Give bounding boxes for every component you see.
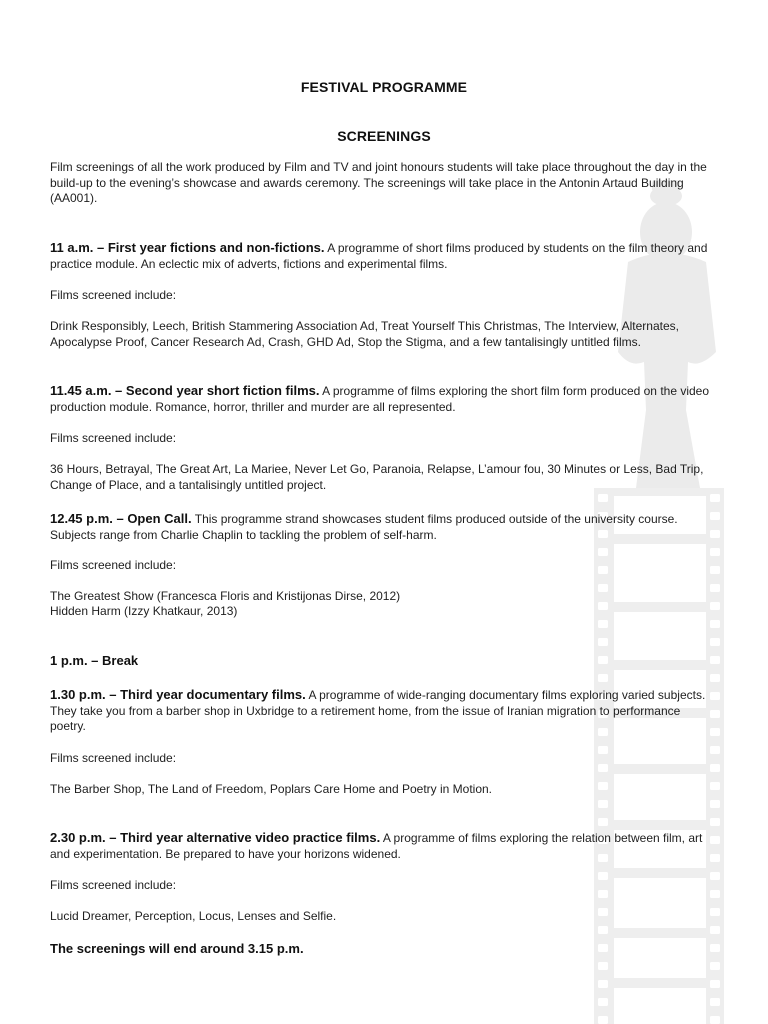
session-heading: 2.30 p.m. – Third year alternative video practice films. <box>50 830 381 845</box>
sprocket-hole <box>710 638 720 646</box>
section-title: SCREENINGS <box>337 128 431 144</box>
session-heading: 1.30 p.m. – Third year documentary films. <box>50 687 306 702</box>
sprocket-hole <box>598 1016 608 1024</box>
films-list: 36 Hours, Betrayal, The Great Art, La Mariee, Never Let Go, Paranoia, Relapse, L’amour fou, 30 Minutes or Less, Bad Trip, Change of Place, and a tantalisingly untitled project. <box>50 462 704 492</box>
films-label: Films screened include: <box>50 751 177 765</box>
sprocket-hole <box>598 548 608 556</box>
page-title: FESTIVAL PROGRAMME <box>300 79 468 95</box>
films-list: Lucid Dreamer, Perception, Locus, Lenses and Selfie. <box>50 909 337 923</box>
session-description: A programme of films exploring the relation between film, art and experimentation. Be prepared to have your horizons widened. <box>50 831 703 861</box>
closing-note: The screenings will end around 3.15 p.m. <box>50 941 304 956</box>
sprocket-hole <box>710 548 720 556</box>
sprocket-hole <box>598 980 608 988</box>
session-heading: 12.45 p.m. – Open Call. <box>50 511 192 526</box>
sprocket-hole <box>710 800 720 808</box>
sprocket-hole <box>598 818 608 826</box>
session-description: A programme of wide-ranging documentary films exploring varied subjects. They take you from a barber shop in Uxbridge to a retirement home, from the issue of Iranian migration to performance poetry. <box>50 688 706 733</box>
sprocket-hole <box>598 998 608 1006</box>
sprocket-hole <box>710 818 720 826</box>
films-list: The Barber Shop, The Land of Freedom, Poplars Care Home and Poetry in Motion. <box>50 782 493 796</box>
films-list-item: Hidden Harm (Izzy Khatkaur, 2013) <box>50 604 238 618</box>
break-heading: 1 p.m. – Break <box>50 653 139 668</box>
session-heading: 11 a.m. – First year fictions and non-fictions. <box>50 240 325 255</box>
sprocket-hole <box>710 962 720 970</box>
films-label: Films screened include: <box>50 431 177 445</box>
sprocket-hole <box>598 638 608 646</box>
session-paragraph <box>50 383 715 415</box>
session-description: A programme of short films produced by students on the film theory and practice module. An eclectic mix of adverts, fictions and experimental films. <box>50 241 708 271</box>
sprocket-hole <box>598 620 608 628</box>
session-heading: 11.45 a.m. – Second year short fiction films. <box>50 383 320 398</box>
sprocket-hole <box>598 962 608 970</box>
sprocket-hole <box>710 620 720 628</box>
sprocket-hole <box>710 1016 720 1024</box>
sprocket-hole <box>710 980 720 988</box>
films-label: Films screened include: <box>50 558 177 572</box>
sprocket-hole <box>710 674 720 682</box>
session-description: A programme of films exploring the short film form produced on the video production module. Romance, horror, thriller and murder are all represented. <box>50 384 710 414</box>
films-label: Films screened include: <box>50 288 177 302</box>
sprocket-hole <box>710 998 720 1006</box>
sprocket-hole <box>710 494 720 502</box>
intro-paragraph: Film screenings of all the work produced by Film and TV and joint honours students will take place throughout the day in the build-up to the evening’s showcase and awards ceremony. The screenings will take place in the Antonin Artaud Building (AA001). <box>50 160 707 205</box>
session-description: This programme strand showcases student films produced outside of the university course. Subjects range from Charlie Chaplin to tackling the problem of self-harm. <box>50 512 678 542</box>
session-paragraph <box>50 511 715 543</box>
sprocket-hole <box>598 674 608 682</box>
films-list: Drink Responsibly, Leech, British Stammering Association Ad, Treat Yourself This Christmas, The Interview, Alternates, Apocalypse Proof, Cancer Research Ad, Crash, GHD Ad, Stop the Stigma, and a few tantalisingly untitled films. <box>50 319 679 349</box>
session-paragraph <box>50 830 715 862</box>
session-paragraph <box>50 240 715 272</box>
sprocket-hole <box>598 494 608 502</box>
films-list-item: The Greatest Show (Francesca Floris and Kristijonas Dirse, 2012) <box>50 589 401 603</box>
session-paragraph <box>50 687 715 735</box>
sprocket-hole <box>710 926 720 934</box>
films-label: Films screened include: <box>50 878 177 892</box>
sprocket-hole <box>598 926 608 934</box>
sprocket-hole <box>598 800 608 808</box>
